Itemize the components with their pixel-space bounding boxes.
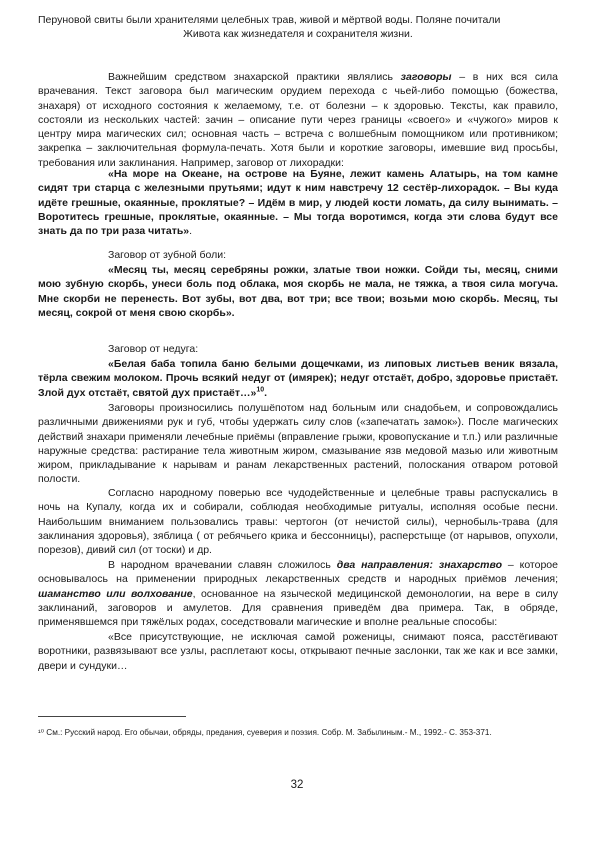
paragraph-continuation: [38, 13, 558, 42]
quote-toothache-charm: «Месяц ты, месяц серебряны рожки, златые твои ножки. Сойди ты, месяц, сними мою зубную скорбь, унеси боль под облака, моя скорбь не мала, не тяжка, а твоя сила могуча. Мне скорби не перенесть. Вот зубы, вот два, вот три; все твои; возьми мою скорбь. Месяц, ты месяц, сокрой от меня свою скорбь».: [38, 264, 558, 319]
quote-ailment-charm: [38, 357, 558, 400]
text-run: – в них вся сила врачевания. Текст заговора был магическим орудием перехода с чьей-либо помощью (божества, знахаря) от исходного состояния к желаемому, т.е. от болезни – к здоровью. Тексты, как правило, состояли из нескольких частей: зачин – описание пути через границы «своего» и «чужого» миров к центру мира магических сил; основная часть – встреча с волшебным помощником или противником; закрепка – заключительная формула-печать. Хотя были и короткие заговоры, имевшие вид просьбы, требования или заклинания. Например, заговор от лихорадки:: [38, 71, 558, 169]
footnote: ¹⁰ См.: Русский народ. Его обычаи, обряды, предания, суеверия и поэзия. Собр. М. Забылиным.- М., 1992.- С. 353-371.: [38, 728, 492, 737]
footnote-divider: [38, 716, 186, 717]
quote-childbirth: «Все присутствующие, не исключая самой роженицы, снимают пояса, расстёгивают воротники, развязывают все узлы, расплетают косы, открывают печные заслонки, так же как и все замки, двери и сундуки…: [38, 631, 558, 672]
quote-end: .: [264, 386, 268, 399]
quote-end: .: [189, 225, 193, 238]
text-line: Живота как жизнедателя и сохранителя жизни.: [183, 28, 413, 41]
quote-fever-charm: [38, 167, 558, 238]
page-number: 32: [290, 779, 304, 791]
paragraph-spells: Заговоры произносились полушёпотом над больным или снадобьем, и сопровождались различными движениями рук и губ, чтобы удержать силу слов («запечатать замок»). После магических действий знахари применяли лечебные приёмы (вправление грыжи, кровопускание и т.п.) или различные наружные средства: растирание тела животным жиром, смазывание язв медовой мазью или животным жиром, прикладывание к нарывам и ранам лекарственных растений, полоскания отваром ротовой полости.: [38, 402, 558, 486]
quote-text: «Белая баба топила баню белыми дощечками, из липовых листьев веник вязала, тёрла свежим молоком. Прочь всякий недуг от (имярек); недуг отстаёт, добро, здоровье пристаёт. Злой дух отстаёт, святой дух пристаёт…»: [38, 358, 558, 399]
heading-toothache: Заговор от зубной боли:: [108, 249, 227, 261]
text-line: Перуновой свиты были хранителями целебных трав, живой и мёртвой воды. Поляне почитали: [38, 14, 501, 26]
quote-text: «На море на Океане, на острове на Буяне, лежит камень Алатырь, на том камне сидят три старца с железными прутьями; идут к ним навстречу 12 сестёр-лихорадок. – Вы куда идёте грешные, окаянные, проклятые? – Идём в мир, у людей кости ломать, да силу вынимать. – Воротитесь грешные, проклятые, окаянные. – Мы тогда воротимся, когда эти слова будут все знать да по три раза читать»: [38, 168, 558, 238]
term-znakharstvo: два направления: знахарство: [336, 559, 503, 571]
heading-ailment: Заговор от недуга:: [108, 343, 199, 355]
text-run: – которое основывалось на применении природных лекарственных средств и народных приёмов лечения;: [38, 559, 558, 586]
text-run: Важнейшим средством знахарской практики являлись: [108, 71, 401, 83]
paragraph-herbs: Согласно народному поверью все чудодейственные и целебные травы распускались в ночь на Купалу, когда их и собирали, соблюдая необходимые ритуалы, исполняя особые песни. Наибольшим вниманием пользовались травы: чертогон (от нечистой силы), чернобыль-трава (для заклинания здоровья), зяблица ( от ребячьего крика и бессонницы), расперстыще (от нарывов, опухоли, порезов), дивий сил (от тоски) и др.: [38, 487, 558, 557]
footnote-ref: 10: [256, 386, 265, 394]
text-run: В народном врачевании славян сложилось: [108, 559, 337, 571]
paragraph-zagovory: [38, 70, 558, 170]
term-shamanstvo: шаманство или волхование: [38, 587, 193, 600]
paragraph-directions: [38, 558, 558, 629]
term-zagovory: заговоры: [400, 71, 452, 83]
text-run: , основанное на языческой медицинской демонологии, на вере в силу заклинаний, заговоров и амулетов. Для сравнения приведём два примера. Так, в обряде, применявшемся при тяжёлых родах, соседствовали магические и вполне реальные способы:: [38, 587, 558, 629]
